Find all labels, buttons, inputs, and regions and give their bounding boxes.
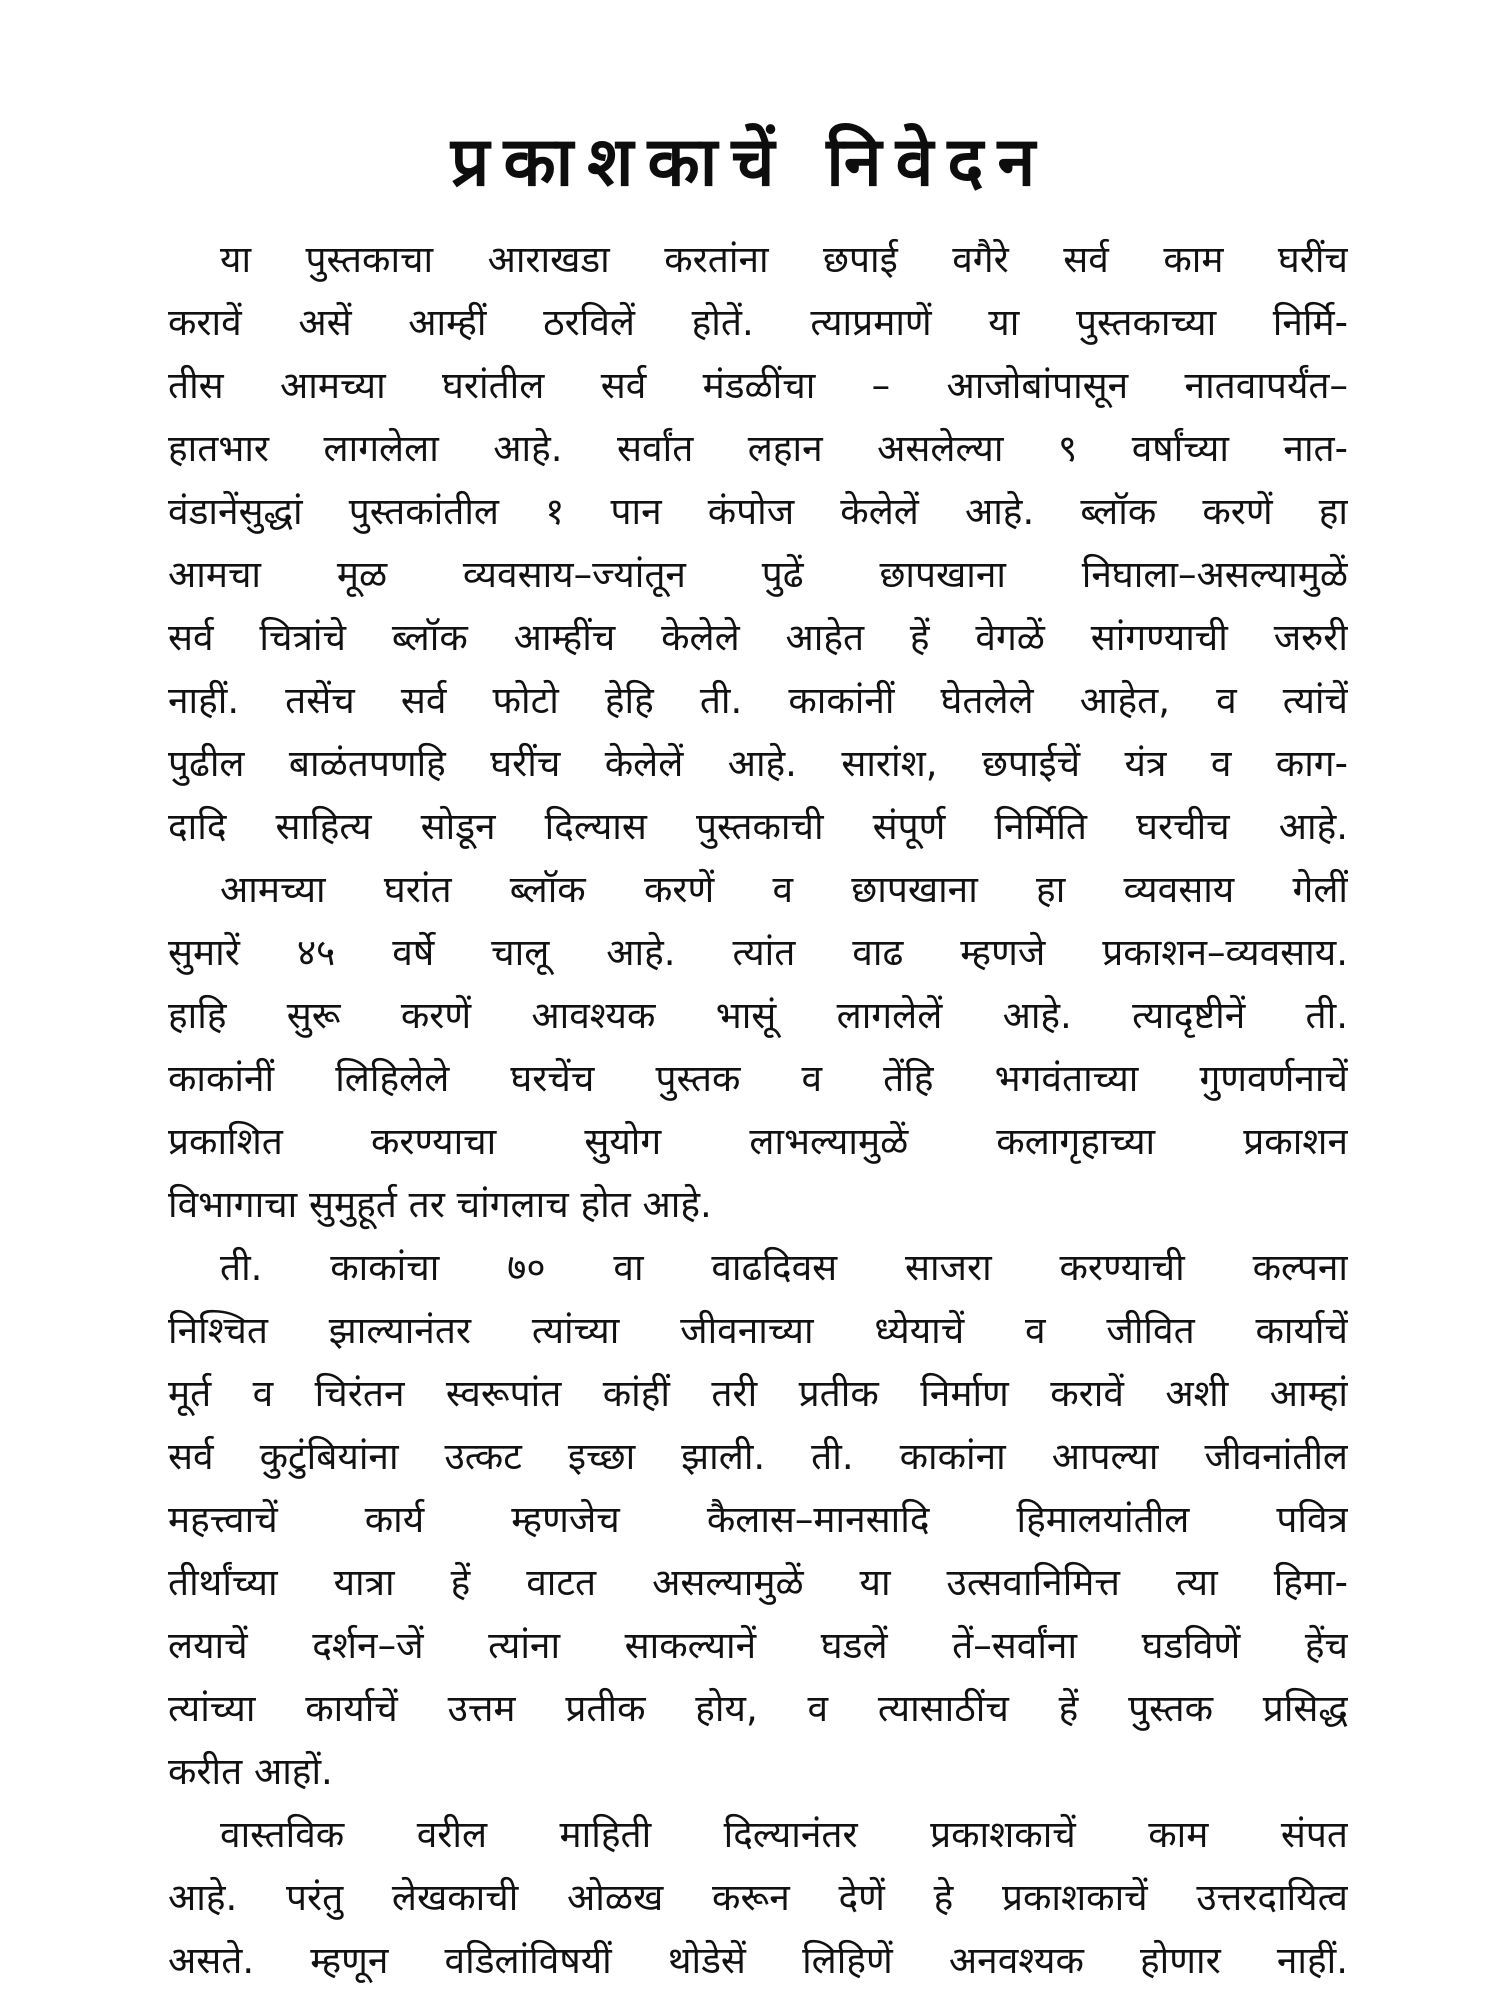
text-line: नाहीं. तसेंच सर्व फोटो हेहि ती. काकांनीं घेतलेले आहेत, व त्यांचें [168,679,1348,722]
text-line: महत्त्वाचें कार्य म्हणजेच कैलास–मानसादि हिमालयांतील पवित्र [168,1498,1348,1541]
text-line: प्रकाशित करण्याचा सुयोग लाभल्यामुळें कलागृहाच्या प्रकाशन [168,1120,1348,1163]
text-line: हाहि सुरू करणें आवश्यक भासूं लागलेलें आहे. त्यादृष्टीनें ती. [168,994,1348,1037]
text-line: विभागाचा सुमुहूर्त तर चांगलाच होत आहे. [168,1183,712,1226]
text-line: आहे. परंतु लेखकाची ओळख करून देणें हे प्रकाशकाचें उत्तरदायित्व [168,1876,1348,1919]
text-line: सुमारें ४५ वर्षे चालू आहे. त्यांत वाढ म्हणजे प्रकाशन–व्यवसाय. [168,931,1348,974]
text-line: निश्चित झाल्यानंतर त्यांच्या जीवनाच्या ध्येयाचें व जीवित कार्याचें [168,1309,1348,1352]
text-line: तीस आमच्या घरांतील सर्व मंडळींचा – आजोबांपासून नातवापर्यंत– [168,364,1348,407]
text-line: आमचा मूळ व्यवसाय–ज्यांतून पुढें छापखाना निघाला–असल्यामुळें [168,553,1348,596]
body-text [168,228,1348,1992]
text-line: असते. म्हणून वडिलांविषयीं थोडेसें लिहिणें अनवश्यक होणार नाहीं. [168,1939,1348,1982]
text-line: काकांनीं लिहिलेले घरचेंच पुस्तक व तेंहि भगवंताच्या गुणवर्णनाचें [168,1057,1348,1100]
text-line: करावें असें आम्हीं ठरविलें होतें. त्याप्रमाणें या पुस्तकाच्या निर्मि- [168,301,1348,344]
text-line: मूर्त व चिरंतन स्वरूपांत कांहीं तरी प्रतीक निर्माण करावें अशी आम्हां [168,1372,1348,1415]
text-line: सर्व कुटुंबियांना उत्कट इच्छा झाली. ती. काकांना आपल्या जीवनांतील [168,1435,1348,1478]
text-line: हातभार लागलेला आहे. सर्वांत लहान असलेल्या ९ वर्षांच्या नात- [168,427,1348,470]
text-line: वास्तविक वरील माहिती दिल्यानंतर प्रकाशकाचें काम संपत [220,1813,1348,1856]
text-line: ती. काकांचा ७० वा वाढदिवस साजरा करण्याची कल्पना [220,1246,1348,1289]
text-line: पुढील बाळंतपणहि घरींच केलेलें आहे. सारांश, छपाईचें यंत्र व काग- [168,742,1348,785]
text-line: सर्व चित्रांचे ब्लॉक आम्हींच केलेले आहेत हें वेगळें सांगण्याची जरुरी [168,616,1348,659]
text-line: आमच्या घरांत ब्लॉक करणें व छापखाना हा व्यवसाय गेलीं [220,868,1348,911]
text-line: या पुस्तकाचा आराखडा करतांना छपाई वगैरे सर्व काम घरींच [220,238,1348,281]
text-line: त्यांच्या कार्याचें उत्तम प्रतीक होय, व त्यासाठींच हें पुस्तक प्रसिद्ध [168,1687,1348,1730]
text-line: दादि साहित्य सोडून दिल्यास पुस्तकाची संपूर्ण निर्मिति घरचीच आहे. [168,805,1348,848]
text-line: करीत आहों. [168,1750,333,1793]
text-line: वंडानेंसुद्धां पुस्तकांतील १ पान कंपोज केलेलें आहे. ब्लॉक करणें हा [168,490,1348,533]
page-title: प्रकाशकाचें निवेदन [450,123,1050,202]
text-line: लयाचें दर्शन–जें त्यांना साकल्यानें घडलें तें–सर्वांना घडविणें हेंच [168,1624,1348,1667]
text-line: तीर्थांच्या यात्रा हें वाटत असल्यामुळें या उत्सवानिमित्त त्या हिमा- [168,1561,1348,1604]
